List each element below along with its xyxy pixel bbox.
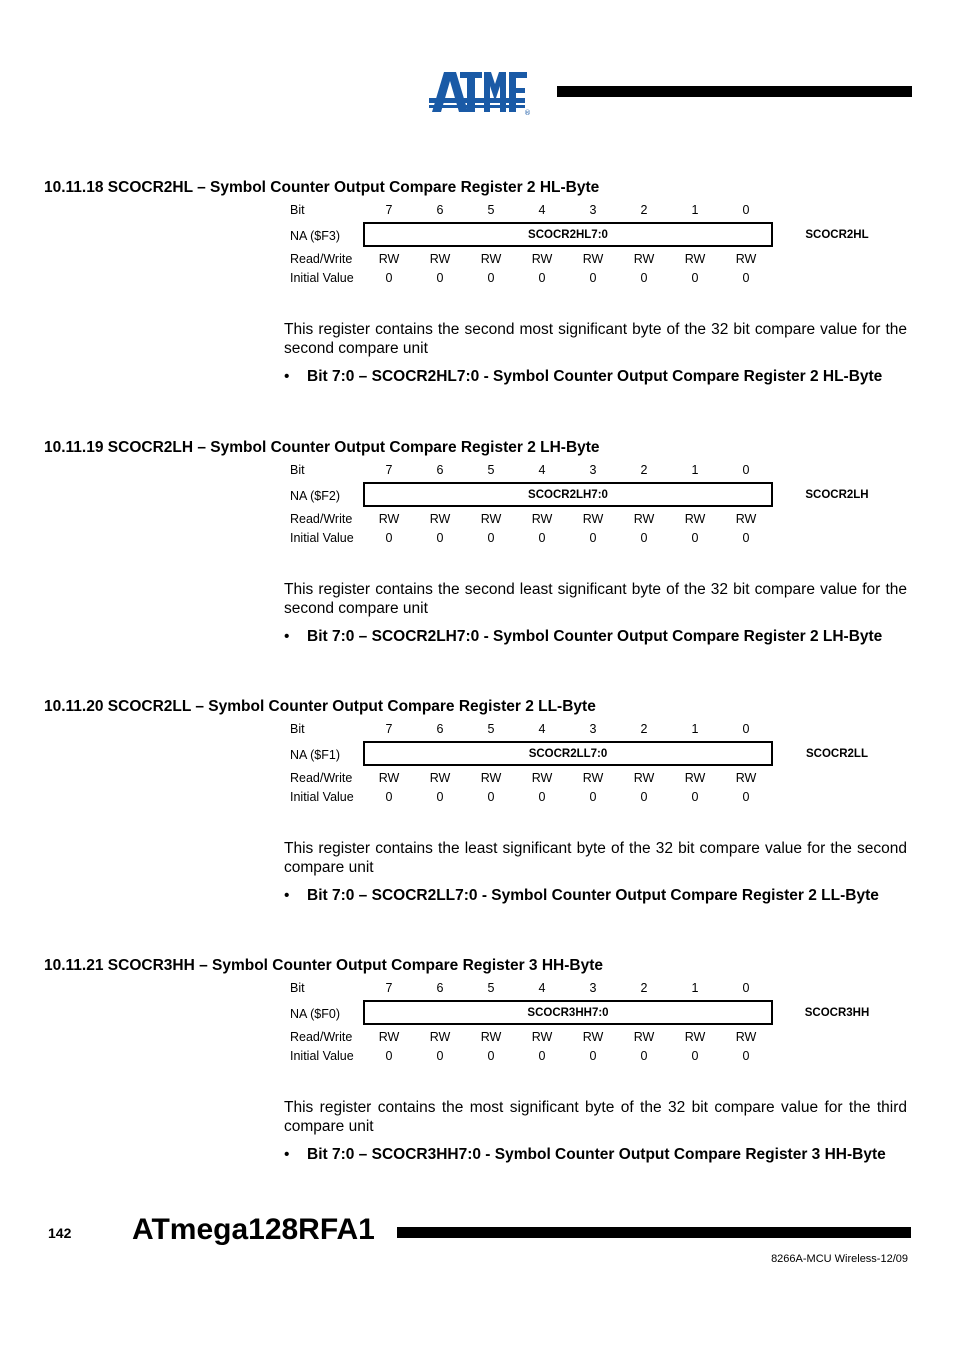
register-field-box: SCOCR2HL7:0 — [363, 222, 773, 247]
section-title: 10.11.20 SCOCR2LL – Symbol Counter Output Compare Register 2 LL-Byte — [44, 698, 596, 715]
initial-value-cell: 0 — [385, 1049, 393, 1063]
bit-description-text: Bit 7:0 – SCOCR2LH7:0 - Symbol Counter Output Compare Register 2 LH-Byte — [307, 628, 883, 645]
bit-number: 4 — [538, 981, 546, 995]
initial-value-cell: 0 — [640, 271, 648, 285]
bit-description-item — [284, 368, 924, 386]
access-cell: RW — [480, 771, 502, 785]
bit-number: 7 — [385, 981, 393, 995]
initial-value-cell: 0 — [436, 790, 444, 804]
bullet-icon: • — [284, 368, 290, 385]
register-description: This register contains the most significant byte of the 32 bit compare value for the third compare unit — [284, 1099, 907, 1135]
section-title: 10.11.18 SCOCR2HL – Symbol Counter Output Compare Register 2 HL-Byte — [44, 179, 600, 196]
initial-value-cell: 0 — [640, 790, 648, 804]
access-cell: RW — [480, 252, 502, 266]
bit-number: 1 — [691, 722, 699, 736]
atmel-logo — [426, 68, 530, 116]
initial-value-label: Initial Value — [290, 531, 354, 545]
bit-number: 2 — [640, 203, 648, 217]
initial-value-cell: 0 — [640, 531, 648, 545]
register-name: SCOCR2LL — [806, 748, 868, 760]
bit-number: 6 — [436, 981, 444, 995]
register-field-box: SCOCR2LL7:0 — [363, 741, 773, 766]
initial-value-cell: 0 — [538, 1049, 546, 1063]
initial-value-cell: 0 — [691, 271, 699, 285]
bit-number: 2 — [640, 981, 648, 995]
bit-label: Bit — [290, 463, 305, 477]
initial-value-cell: 0 — [385, 531, 393, 545]
bit-number: 0 — [742, 722, 750, 736]
page-number: 142 — [48, 1225, 72, 1241]
initial-value-cell: 0 — [742, 271, 750, 285]
access-cell: RW — [582, 512, 604, 526]
access-cell: RW — [582, 252, 604, 266]
access-cell: RW — [684, 512, 706, 526]
initial-value-cell: 0 — [487, 1049, 495, 1063]
register-name: SCOCR2HL — [805, 229, 869, 241]
bit-number: 4 — [538, 722, 546, 736]
access-cell: RW — [429, 1030, 451, 1044]
access-cell: RW — [735, 771, 757, 785]
bit-description-text: Bit 7:0 – SCOCR3HH7:0 - Symbol Counter Output Compare Register 3 HH-Byte — [307, 1146, 886, 1163]
initial-value-cell: 0 — [538, 531, 546, 545]
register-section-scocr2lh — [0, 439, 954, 699]
bit-number: 5 — [487, 203, 495, 217]
initial-value-cell: 0 — [589, 271, 597, 285]
access-cell: RW — [633, 1030, 655, 1044]
bit-number: 2 — [640, 463, 648, 477]
register-table — [0, 459, 954, 549]
access-cell: RW — [378, 771, 400, 785]
bit-number: 1 — [691, 463, 699, 477]
access-cell: RW — [429, 252, 451, 266]
register-section-scocr2hl — [0, 179, 954, 439]
access-cell: RW — [633, 771, 655, 785]
bit-number: 7 — [385, 203, 393, 217]
register-description: This register contains the second least significant byte of the 32 bit compare value for the second compare unit — [284, 581, 907, 617]
access-cell: RW — [582, 1030, 604, 1044]
register-section-scocr3hh — [0, 957, 954, 1217]
bit-description-text: Bit 7:0 – SCOCR2HL7:0 - Symbol Counter Output Compare Register 2 HL-Byte — [307, 368, 883, 385]
bit-description-item — [284, 1146, 924, 1164]
register-field-box: SCOCR3HH7:0 — [363, 1000, 773, 1025]
bullet-icon: • — [284, 887, 290, 904]
registered-mark: ® — [524, 109, 531, 117]
initial-value-cell: 0 — [487, 531, 495, 545]
bit-number: 6 — [436, 722, 444, 736]
access-cell: RW — [378, 252, 400, 266]
register-field-box: SCOCR2LH7:0 — [363, 482, 773, 507]
bit-number: 0 — [742, 463, 750, 477]
access-cell: RW — [480, 1030, 502, 1044]
register-address: NA ($F2) — [290, 489, 341, 503]
footer-rule — [397, 1227, 911, 1238]
access-cell: RW — [378, 512, 400, 526]
initial-value-cell: 0 — [691, 1049, 699, 1063]
bit-number: 3 — [589, 722, 597, 736]
initial-value-cell: 0 — [538, 790, 546, 804]
initial-value-cell: 0 — [436, 1049, 444, 1063]
bit-number: 5 — [487, 722, 495, 736]
bit-description-item — [284, 887, 924, 905]
bit-number: 3 — [589, 203, 597, 217]
initial-value-cell: 0 — [691, 790, 699, 804]
initial-value-cell: 0 — [589, 1049, 597, 1063]
section-title: 10.11.21 SCOCR3HH – Symbol Counter Output Compare Register 3 HH-Byte — [44, 957, 603, 974]
access-cell: RW — [735, 1030, 757, 1044]
bit-number: 0 — [742, 203, 750, 217]
bit-number: 4 — [538, 463, 546, 477]
bit-label: Bit — [290, 203, 305, 217]
bit-number: 0 — [742, 981, 750, 995]
initial-value-cell: 0 — [589, 531, 597, 545]
bit-number: 5 — [487, 463, 495, 477]
access-cell: RW — [633, 252, 655, 266]
initial-value-label: Initial Value — [290, 1049, 354, 1063]
register-address: NA ($F0) — [290, 1007, 341, 1021]
access-cell: RW — [684, 252, 706, 266]
access-cell: RW — [429, 512, 451, 526]
access-cell: RW — [531, 771, 553, 785]
bit-description-item — [284, 628, 924, 646]
bit-number: 6 — [436, 203, 444, 217]
bit-number: 3 — [589, 981, 597, 995]
access-cell: RW — [684, 1030, 706, 1044]
access-cell: RW — [633, 512, 655, 526]
initial-value-cell: 0 — [385, 271, 393, 285]
register-address: NA ($F3) — [290, 229, 341, 243]
access-cell: RW — [735, 512, 757, 526]
initial-value-label: Initial Value — [290, 271, 354, 285]
access-cell: RW — [480, 512, 502, 526]
initial-value-cell: 0 — [538, 271, 546, 285]
initial-value-cell: 0 — [640, 1049, 648, 1063]
access-cell: RW — [429, 771, 451, 785]
register-table — [0, 199, 954, 289]
register-name: SCOCR2LH — [805, 489, 869, 501]
document-title: ATmega128RFA1 — [132, 1213, 375, 1246]
bit-number: 2 — [640, 722, 648, 736]
bit-label: Bit — [290, 722, 305, 736]
bullet-icon: • — [284, 1146, 290, 1163]
register-table — [0, 718, 954, 808]
document-reference: 8266A-MCU Wireless-12/09 — [771, 1253, 908, 1265]
initial-value-cell: 0 — [742, 1049, 750, 1063]
bit-number: 7 — [385, 722, 393, 736]
initial-value-cell: 0 — [487, 790, 495, 804]
initial-value-cell: 0 — [487, 271, 495, 285]
read-write-label: Read/Write — [290, 771, 353, 785]
bit-number: 6 — [436, 463, 444, 477]
register-description: This register contains the second most significant byte of the 32 bit compare value for the second compare unit — [284, 321, 907, 357]
access-cell: RW — [531, 252, 553, 266]
initial-value-cell: 0 — [691, 531, 699, 545]
initial-value-cell: 0 — [589, 790, 597, 804]
access-cell: RW — [531, 512, 553, 526]
access-cell: RW — [684, 771, 706, 785]
read-write-label: Read/Write — [290, 1030, 353, 1044]
section-title: 10.11.19 SCOCR2LH – Symbol Counter Output Compare Register 2 LH-Byte — [44, 439, 600, 456]
register-description: This register contains the least significant byte of the 32 bit compare value for the second compare unit — [284, 840, 907, 876]
bit-number: 5 — [487, 981, 495, 995]
bit-number: 1 — [691, 981, 699, 995]
bullet-icon: • — [284, 628, 290, 645]
bit-description-text: Bit 7:0 – SCOCR2LL7:0 - Symbol Counter Output Compare Register 2 LL-Byte — [307, 887, 879, 904]
access-cell: RW — [735, 252, 757, 266]
register-section-scocr2ll — [0, 698, 954, 958]
bit-number: 4 — [538, 203, 546, 217]
bit-label: Bit — [290, 981, 305, 995]
bit-number: 1 — [691, 203, 699, 217]
initial-value-cell: 0 — [436, 271, 444, 285]
initial-value-cell: 0 — [436, 531, 444, 545]
read-write-label: Read/Write — [290, 512, 353, 526]
access-cell: RW — [582, 771, 604, 785]
initial-value-cell: 0 — [742, 790, 750, 804]
access-cell: RW — [531, 1030, 553, 1044]
bit-number: 7 — [385, 463, 393, 477]
read-write-label: Read/Write — [290, 252, 353, 266]
initial-value-cell: 0 — [385, 790, 393, 804]
header-rule — [557, 86, 912, 97]
register-name: SCOCR3HH — [804, 1007, 870, 1019]
register-address: NA ($F1) — [290, 748, 341, 762]
register-table — [0, 977, 954, 1067]
initial-value-cell: 0 — [742, 531, 750, 545]
bit-number: 3 — [589, 463, 597, 477]
initial-value-label: Initial Value — [290, 790, 354, 804]
access-cell: RW — [378, 1030, 400, 1044]
